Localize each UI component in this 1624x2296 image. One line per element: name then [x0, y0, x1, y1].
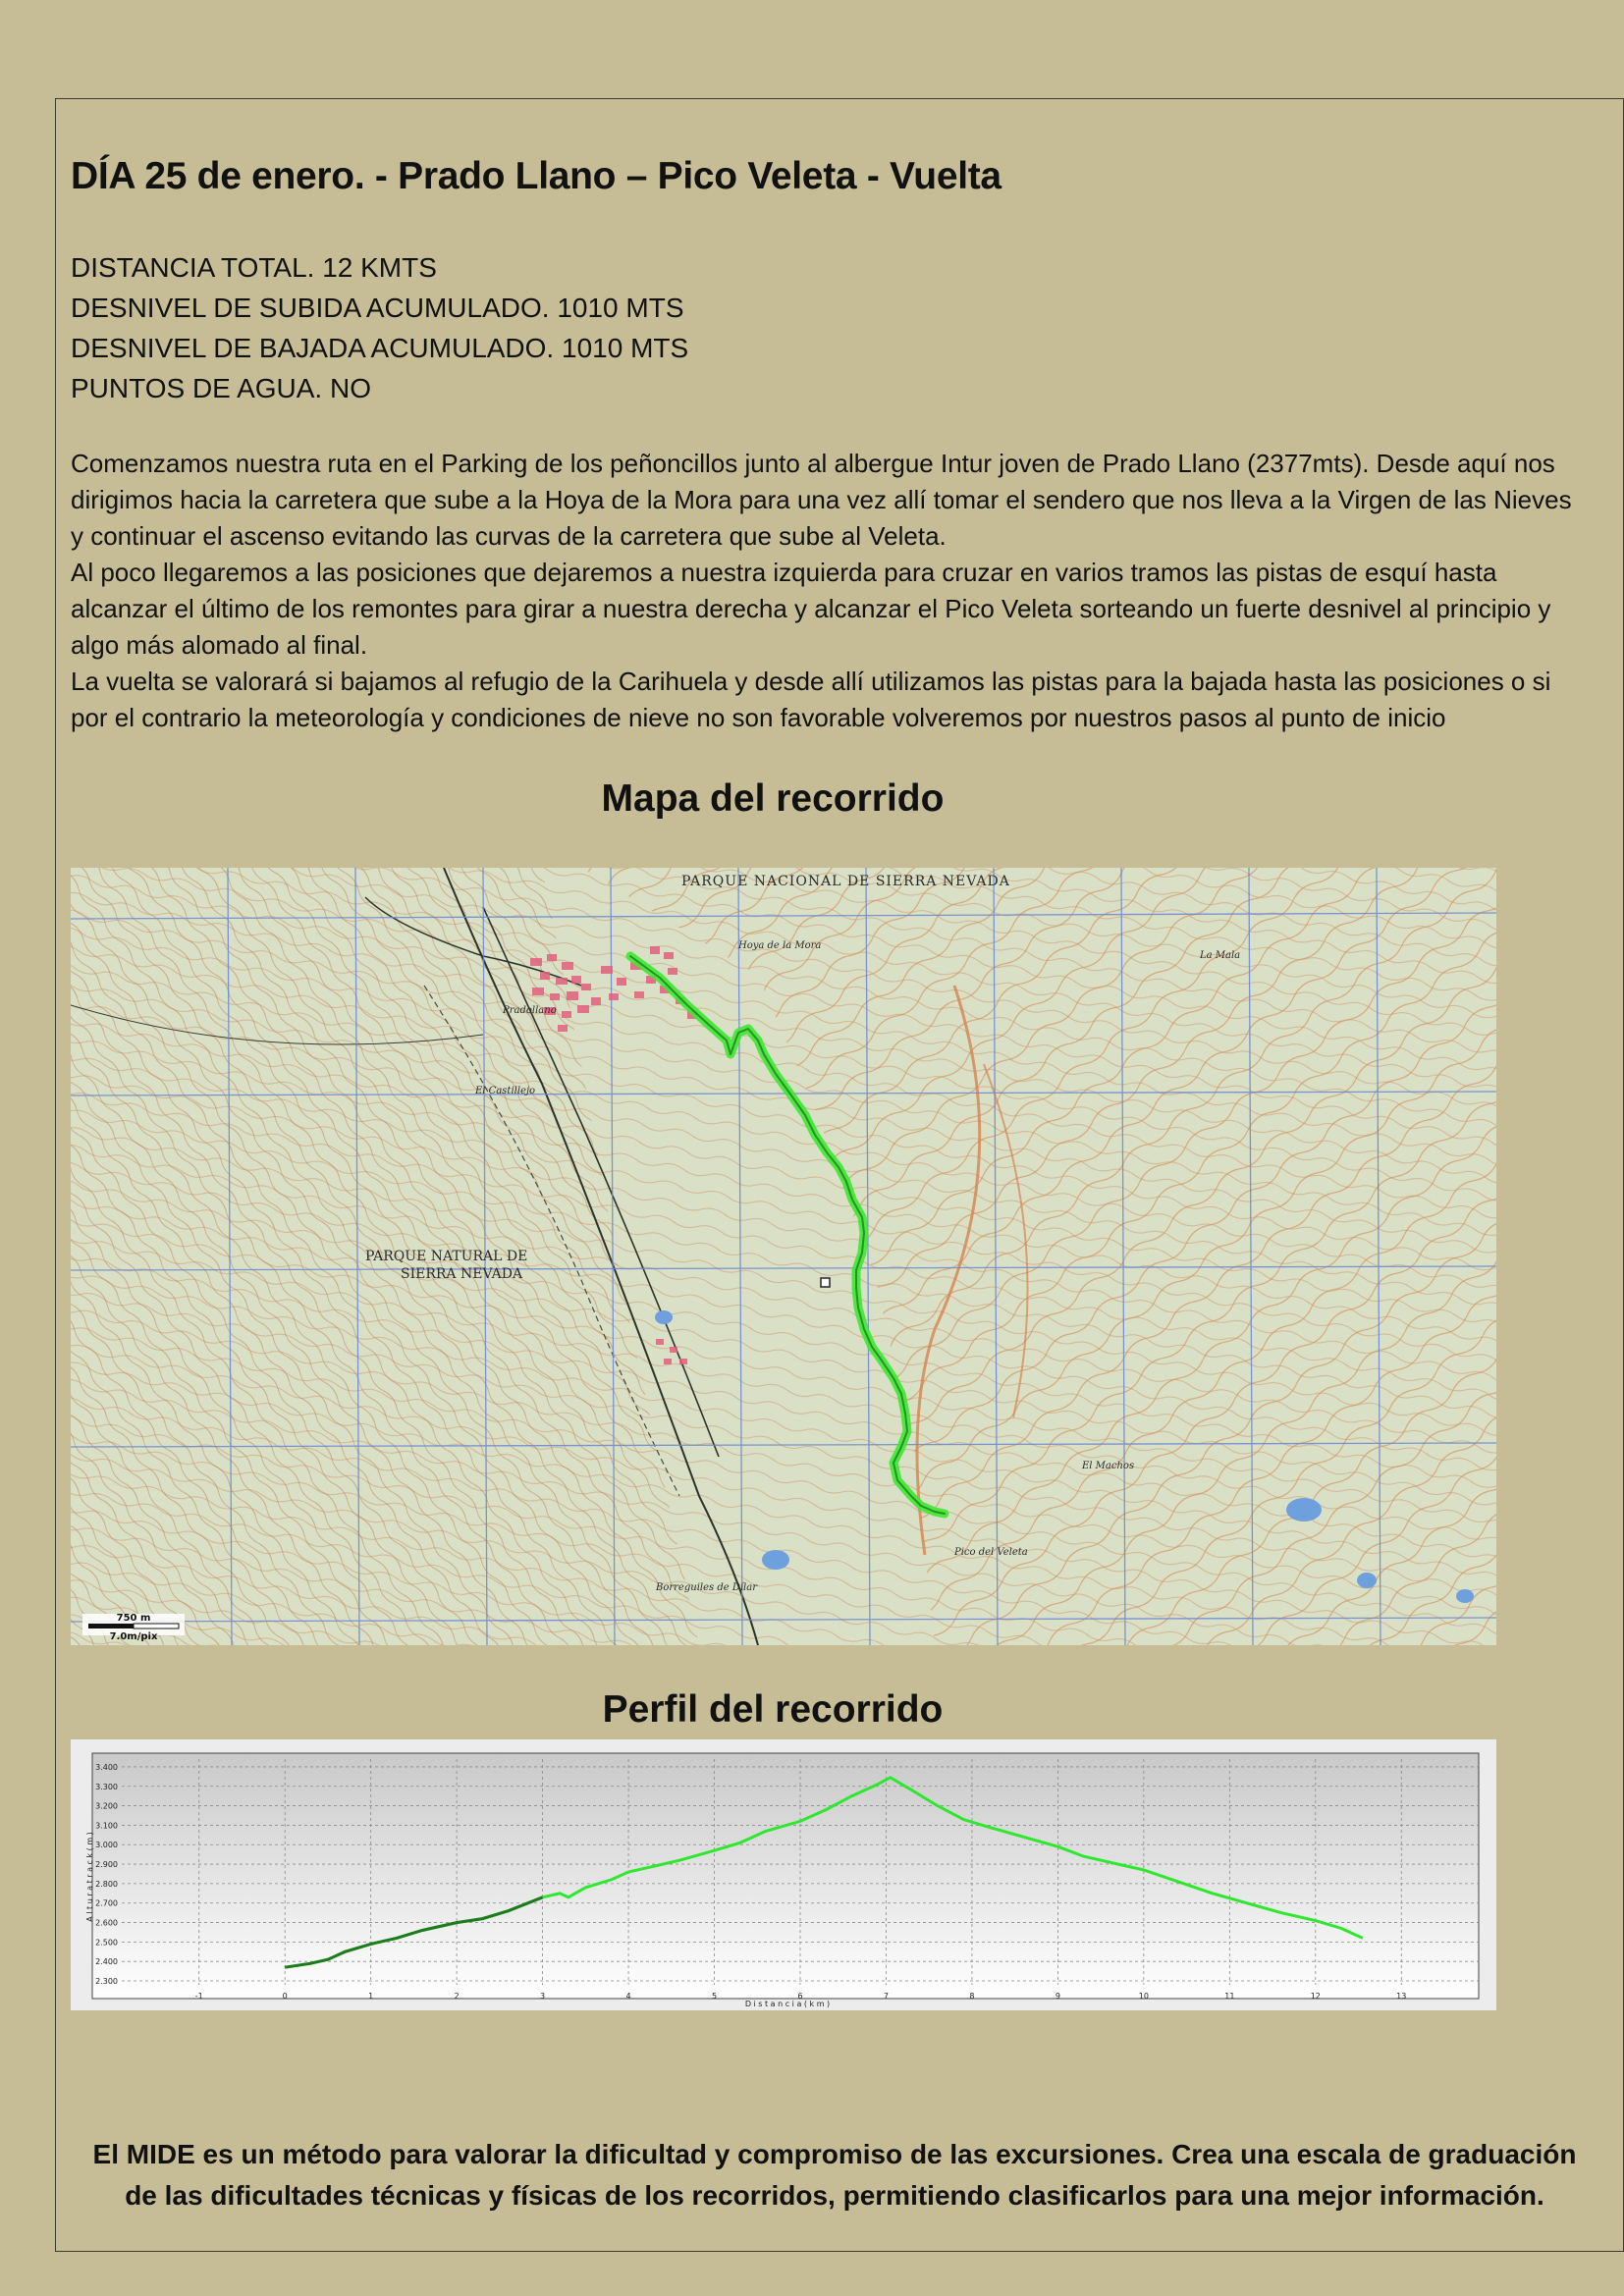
- x-tick-label: 9: [1055, 1992, 1060, 2001]
- page-title: DÍA 25 de enero. - Prado Llano – Pico Veleta - Vuelta: [71, 155, 1001, 197]
- x-tick-label: 12: [1310, 1992, 1321, 2001]
- x-tick-label: 6: [797, 1992, 803, 2001]
- mide-note-line: El MIDE es un método para valorar la dificultad y compromiso de las excursiones. Crea una escala de graduación: [92, 2139, 1577, 2169]
- y-tick-label: 2.900: [95, 1860, 118, 1870]
- stat-water: PUNTOS DE AGUA. NO: [71, 373, 371, 403]
- description-paragraph: Al poco llegaremos a las posiciones que dejaremos a nuestra izquierda para cruzar en varios tramos las pistas de esquí hasta alcanzar el último de los remontes para girar a nuestra derecha y alcanzar el Pico Veleta sorteando un fuerte desnivel al principio y algo más alomado al final.: [71, 558, 1551, 660]
- map-label-parque-nacional: PARQUE NACIONAL DE SIERRA NEVADA: [681, 874, 1010, 889]
- y-tick-label: 2.800: [95, 1879, 118, 1889]
- y-tick-label: 3.000: [95, 1841, 118, 1850]
- map-label-borreguiles: Borreguiles de Dílar: [656, 1582, 757, 1593]
- map-label-castillejo: El Castillejo: [475, 1086, 536, 1096]
- y-tick-label: 3.400: [95, 1762, 118, 1772]
- x-tick-label: 1: [368, 1992, 374, 2001]
- y-tick-label: 2.300: [95, 1977, 118, 1987]
- x-tick-label: 4: [625, 1992, 631, 2001]
- map-scale-label: 750 m: [116, 1613, 151, 1624]
- stat-descent: DESNIVEL DE BAJADA ACUMULADO. 1010 MTS: [71, 333, 689, 363]
- y-tick-label: 3.200: [95, 1801, 118, 1811]
- route-stats: [71, 247, 688, 408]
- x-tick-label: 3: [540, 1992, 546, 2001]
- x-tick-label: 2: [454, 1992, 460, 2001]
- x-tick-label: 11: [1224, 1992, 1235, 2001]
- y-tick-label: 2.500: [95, 1938, 118, 1948]
- map-resolution-label: 7.0m/pix: [109, 1631, 158, 1642]
- x-tick-label: 13: [1396, 1992, 1407, 2001]
- map-image: [71, 868, 1496, 1645]
- x-tick-label: -1: [194, 1992, 203, 2001]
- y-tick-label: 2.700: [95, 1898, 118, 1908]
- map-label-pico-veleta: Pico del Veleta: [954, 1547, 1028, 1558]
- y-tick-label: 3.300: [95, 1782, 118, 1791]
- elevation-profile: [71, 1739, 1496, 2010]
- y-tick-label: 2.400: [95, 1957, 118, 1967]
- y-tick-label: 3.100: [95, 1821, 118, 1831]
- route-map: [71, 868, 1496, 1645]
- map-label-prado-llano: Pradollano: [503, 1005, 557, 1016]
- route-description: [71, 446, 1583, 736]
- stat-ascent: DESNIVEL DE SUBIDA ACUMULADO. 1010 MTS: [71, 293, 684, 323]
- description-paragraph: Comenzamos nuestra ruta en el Parking de los peñoncillos junto al albergue Intur joven de Prado Llano (2377mts). Desde aquí nos dirigimos hacia la carretera que sube a la Hoya de la Mora para una vez allí tomar el sendero que nos lleva a la Virgen de las Nieves y continuar el ascenso evitando las curvas de la carretera que sube al Veleta.: [71, 449, 1572, 551]
- x-tick-label: 5: [711, 1992, 718, 2001]
- x-tick-label: 8: [969, 1992, 975, 2001]
- map-title: Mapa del recorrido: [601, 777, 945, 820]
- x-tick-label: 0: [282, 1992, 288, 2001]
- stat-distance: DISTANCIA TOTAL. 12 KMTS: [71, 252, 437, 283]
- profile-title: Perfil del recorrido: [602, 1688, 944, 1731]
- map-label-sierra-nevada: SIERRA NEVADA: [401, 1266, 523, 1282]
- elevation-chart: [71, 1739, 1496, 2010]
- description-paragraph: La vuelta se valorará si bajamos al refugio de la Carihuela y desde allí utilizamos las pistas para la bajada hasta las posiciones o si por el contrario la meteorología y condiciones de nieve no son favorable volveremos por nuestros pasos al punto de inicio: [71, 667, 1551, 732]
- y-axis-label: A l t u r a t r a c k ( m ): [85, 1832, 94, 1922]
- mide-note-line: de las dificultades técnicas y físicas de los recorridos, permitiendo clasificarlos para una mejor información.: [125, 2180, 1544, 2211]
- y-tick-label: 2.600: [95, 1918, 118, 1928]
- x-tick-label: 10: [1138, 1992, 1149, 2001]
- x-tick-label: 7: [883, 1992, 890, 2001]
- mide-note: [69, 2134, 1600, 2216]
- map-label-parque-natural: PARQUE NATURAL DE: [365, 1249, 528, 1264]
- map-label-la-mala: La Mala: [1200, 950, 1241, 961]
- map-label-hoya-mora: Hoya de la Mora: [738, 940, 822, 951]
- map-label-el-machos: El Machos: [1082, 1461, 1135, 1471]
- x-axis-label: D i s t a n c i a ( k m ): [744, 2000, 831, 2008]
